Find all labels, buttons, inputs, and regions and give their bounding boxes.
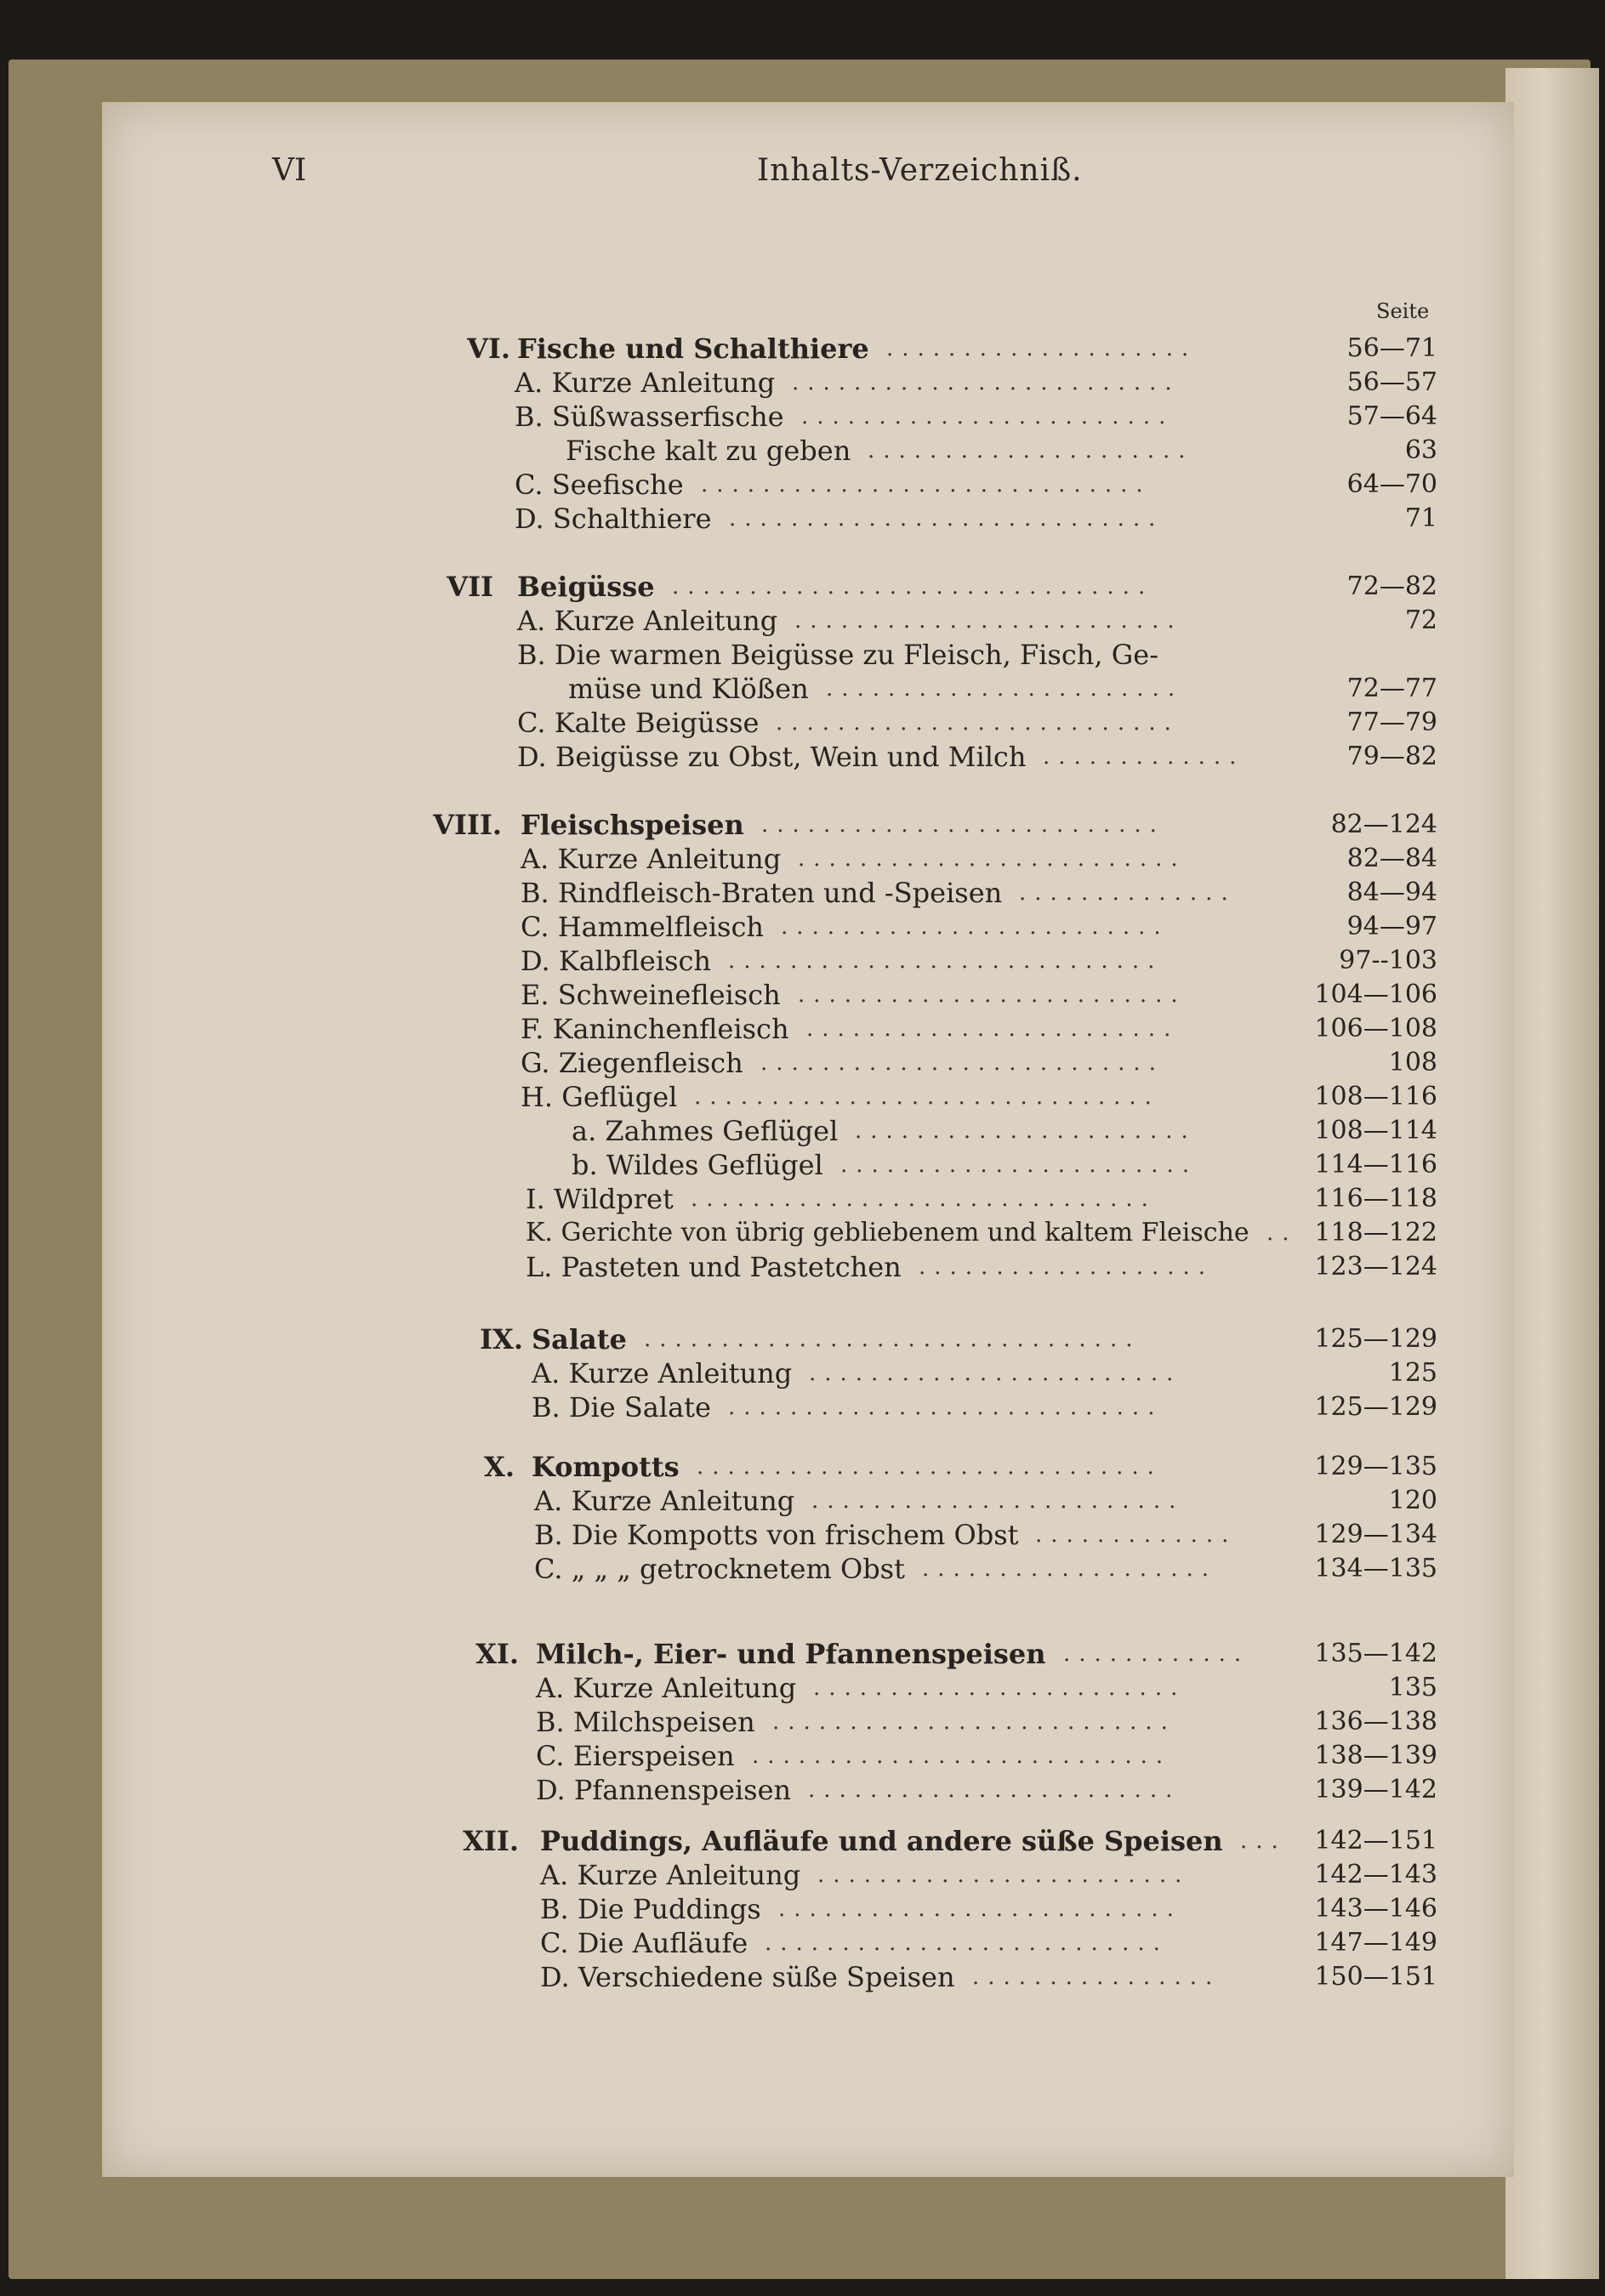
leader-dots: ........................ xyxy=(811,1488,1185,1514)
entry-label: B. Milchspeisen xyxy=(536,1706,755,1738)
entry-pages: 56—57 xyxy=(1346,367,1437,397)
leader-dots: ................... xyxy=(919,1254,1215,1280)
entry-label: B. Die Salate xyxy=(532,1391,711,1424)
leader-dots: ......................... xyxy=(798,982,1187,1008)
entry-pages: 125 xyxy=(1388,1358,1437,1388)
entry-label: C. Hammelfleisch xyxy=(521,911,764,943)
toc-entry xyxy=(0,910,1605,944)
entry-label: B. Süßwasserfische xyxy=(515,401,784,433)
toc-entry xyxy=(0,1739,1605,1773)
leader-dots: ......................... xyxy=(794,608,1183,634)
section-title: Fleischspeisen xyxy=(521,809,744,841)
leader-dots: ..................... xyxy=(868,438,1194,463)
entry-label: A. Kurze Anleitung xyxy=(532,1357,793,1390)
toc-section-heading xyxy=(0,1322,1605,1356)
leader-dots: ......................... xyxy=(798,846,1187,872)
section-pages: 129—135 xyxy=(1314,1452,1437,1481)
entry-label: A. Kurze Anleitung xyxy=(521,843,782,875)
entry-pages: 116—118 xyxy=(1314,1184,1437,1213)
entry-pages: 139—142 xyxy=(1314,1775,1437,1804)
toc-entry xyxy=(0,1484,1605,1518)
toc-entry xyxy=(0,672,1605,706)
leader-dots: ............................ xyxy=(729,506,1164,531)
entry-pages: 84—94 xyxy=(1346,878,1437,907)
entry-label: C. Die Aufläufe xyxy=(540,1927,748,1959)
leader-dots: ................ xyxy=(972,1964,1221,1990)
section-title: Puddings, Aufläufe und andere süße Speisen xyxy=(540,1825,1223,1857)
entry-label: C. „ „ „ getrocknetem Obst xyxy=(534,1553,905,1585)
entry-label: b. Wildes Geflügel xyxy=(572,1149,823,1181)
entry-pages: 108—116 xyxy=(1314,1082,1437,1111)
entry-pages: 114—116 xyxy=(1314,1150,1437,1179)
toc-section-vi xyxy=(0,332,1605,536)
leader-dots: .......................... xyxy=(760,1050,1164,1076)
leader-dots: ....................... xyxy=(826,676,1184,702)
entry-pages: 134—135 xyxy=(1314,1554,1437,1583)
toc-entry xyxy=(0,1148,1605,1182)
section-numeral: VIII. xyxy=(433,809,502,841)
entry-pages: 150—151 xyxy=(1314,1962,1437,1992)
entry-pages: 57—64 xyxy=(1346,401,1437,431)
toc-section-heading xyxy=(0,1824,1605,1858)
section-title: Beigüsse xyxy=(517,571,655,603)
entry-label: K. Gerichte von übrig gebliebenem und kaltem Fleische xyxy=(526,1218,1249,1247)
section-pages: 135—142 xyxy=(1314,1639,1437,1668)
toc-entry xyxy=(0,842,1605,876)
entry-pages: 79—82 xyxy=(1346,742,1437,771)
leader-dots: ............................. xyxy=(701,472,1152,497)
entry-pages: 64—70 xyxy=(1346,469,1437,499)
toc-entry xyxy=(0,434,1605,468)
entry-pages: 77—79 xyxy=(1346,708,1437,737)
toc-entry xyxy=(0,1705,1605,1739)
entry-label: D. Verschiedene süße Speisen xyxy=(540,1961,955,1993)
section-numeral: XI. xyxy=(475,1638,519,1670)
toc-entry xyxy=(0,366,1605,400)
section-numeral: IX. xyxy=(480,1323,523,1355)
toc-entry xyxy=(0,502,1605,536)
toc-entry xyxy=(0,1892,1605,1926)
entry-pages: 143—146 xyxy=(1314,1894,1437,1924)
toc-entry xyxy=(0,944,1605,978)
entry-pages: 71 xyxy=(1404,503,1437,533)
entry-label: A. Kurze Anleitung xyxy=(517,605,778,637)
leader-dots: ............................ xyxy=(728,948,1164,974)
entry-pages: 63 xyxy=(1404,435,1437,465)
entry-label: G. Ziegenfleisch xyxy=(521,1047,743,1079)
toc-entry xyxy=(0,1773,1605,1807)
toc-entry xyxy=(0,400,1605,434)
entry-pages: 136—138 xyxy=(1314,1707,1437,1736)
toc-entry xyxy=(0,468,1605,502)
toc-entry xyxy=(0,1926,1605,1960)
toc-section-heading xyxy=(0,1637,1605,1671)
section-title: Fische und Schalthiere xyxy=(517,332,869,365)
toc-entry xyxy=(0,1671,1605,1705)
entry-label: D. Kalbfleisch xyxy=(521,945,712,977)
toc-entry xyxy=(0,1114,1605,1148)
entry-label: B. Die Kompotts von frischem Obst xyxy=(534,1519,1019,1551)
section-pages: 125—129 xyxy=(1314,1324,1437,1354)
leader-dots: ........................ xyxy=(801,404,1175,429)
toc-section-vii xyxy=(0,570,1605,774)
leader-dots: .............................. xyxy=(694,1084,1160,1110)
toc-entry xyxy=(0,876,1605,910)
entry-pages: 135 xyxy=(1388,1673,1437,1702)
leader-dots: ............................... xyxy=(672,574,1154,600)
entry-pages: 129—134 xyxy=(1314,1520,1437,1549)
leader-dots: ................... xyxy=(922,1556,1218,1582)
leader-dots: ......................... xyxy=(792,370,1181,395)
entry-label: B. Rindfleisch-Braten und -Speisen xyxy=(521,877,1003,909)
leader-dots: .......................... xyxy=(776,710,1180,736)
entry-label: F. Kaninchenfleisch xyxy=(521,1013,789,1045)
toc-entry xyxy=(0,1080,1605,1114)
toc-entry xyxy=(0,1182,1605,1216)
entry-label: Fische kalt zu geben xyxy=(566,435,851,467)
entry-label: müse und Klößen xyxy=(568,673,809,705)
entry-label: C. Seefische xyxy=(515,469,684,501)
entry-pages: 108—114 xyxy=(1314,1116,1437,1145)
entry-pages: 123—124 xyxy=(1314,1252,1437,1282)
entry-pages: 142—143 xyxy=(1314,1860,1437,1890)
entry-pages: 82—84 xyxy=(1346,844,1437,873)
toc-entry xyxy=(0,1216,1605,1250)
entry-pages: 108 xyxy=(1388,1048,1437,1077)
leader-dots: ......................... xyxy=(781,914,1170,940)
entry-label: D. Beigüsse zu Obst, Wein und Milch xyxy=(517,741,1027,773)
entry-label: D. Schalthiere xyxy=(515,503,712,535)
toc-entry xyxy=(0,1390,1605,1424)
toc-section-heading xyxy=(0,332,1605,366)
entry-label: a. Zahmes Geflügel xyxy=(572,1115,839,1147)
leader-dots: ........................ xyxy=(809,1361,1182,1386)
section-numeral: VI. xyxy=(467,332,510,365)
entry-pages: 120 xyxy=(1388,1486,1437,1515)
section-pages: 82—124 xyxy=(1330,810,1437,839)
leader-dots: .............................. xyxy=(691,1186,1157,1212)
entry-label: C. Eierspeisen xyxy=(536,1740,735,1772)
entry-label: C. Kalte Beigüsse xyxy=(517,707,760,739)
entry-pages: 94—97 xyxy=(1346,912,1437,941)
entry-label: D. Pfannenspeisen xyxy=(536,1774,792,1806)
entry-label: L. Pasteten und Pastetchen xyxy=(526,1251,902,1283)
leader-dots: ...................... xyxy=(855,1118,1197,1144)
leader-dots: ................................ xyxy=(644,1327,1141,1352)
leader-dots: ............. xyxy=(1043,744,1245,770)
entry-pages: 97--103 xyxy=(1339,946,1437,975)
toc-section-xi xyxy=(0,1637,1605,1807)
section-title: Salate xyxy=(532,1323,627,1355)
entry-label: B. Die Puddings xyxy=(540,1893,761,1925)
section-pages: 72—82 xyxy=(1346,571,1437,601)
leader-dots: .................... xyxy=(886,336,1198,361)
toc-section-x xyxy=(0,1450,1605,1586)
toc-entry xyxy=(0,1250,1605,1284)
entry-pages: 104—106 xyxy=(1314,980,1437,1009)
toc-section-viii xyxy=(0,808,1605,1284)
leader-dots: .......................... xyxy=(772,1709,1176,1735)
entry-label: E. Schweinefleisch xyxy=(521,979,781,1011)
entry-label: B. Die warmen Beigüsse zu Fleisch, Fisch, Ge- xyxy=(517,639,1159,671)
leader-dots: .......................... xyxy=(765,1930,1169,1956)
seite-column-label: Seite xyxy=(1376,299,1430,323)
toc-entry xyxy=(0,1356,1605,1390)
entry-pages: 72—77 xyxy=(1346,673,1437,703)
toc-entry xyxy=(0,1960,1605,1994)
toc-entry xyxy=(0,740,1605,774)
page-title: Inhalts-Verzeichniß. xyxy=(757,153,1083,188)
section-title: Kompotts xyxy=(532,1451,680,1483)
section-numeral: XII. xyxy=(463,1825,519,1857)
entry-label: H. Geflügel xyxy=(521,1081,678,1113)
leader-dots: ........................ xyxy=(808,1777,1181,1803)
leader-dots: .............. xyxy=(1019,880,1237,906)
section-title: Milch-, Eier- und Pfannenspeisen xyxy=(536,1638,1046,1670)
toc-section-heading xyxy=(0,1450,1605,1484)
toc-entry xyxy=(0,1518,1605,1552)
page-number: VI xyxy=(272,153,307,188)
leader-dots: ............ xyxy=(1063,1641,1250,1667)
toc-entry xyxy=(0,978,1605,1012)
leader-dots: ... xyxy=(1240,1828,1287,1854)
entry-pages: 138—139 xyxy=(1314,1741,1437,1770)
leader-dots: ............. xyxy=(1035,1522,1238,1548)
running-header xyxy=(0,153,1605,204)
leader-dots: .. xyxy=(1266,1220,1298,1246)
section-pages: 142—151 xyxy=(1314,1826,1437,1856)
entry-label: A. Kurze Anleitung xyxy=(534,1485,795,1517)
section-pages: 56—71 xyxy=(1346,333,1437,363)
leader-dots: .......................... xyxy=(761,812,1165,838)
toc-entry xyxy=(0,1858,1605,1892)
entry-pages: 118—122 xyxy=(1314,1218,1437,1247)
leader-dots: .......................... xyxy=(778,1896,1182,1922)
toc-section-heading xyxy=(0,808,1605,842)
toc-entry xyxy=(0,1012,1605,1046)
leader-dots: ....................... xyxy=(840,1152,1198,1178)
toc-entry xyxy=(0,1046,1605,1080)
entry-pages: 147—149 xyxy=(1314,1928,1437,1958)
toc-section-ix xyxy=(0,1322,1605,1424)
entry-label: A. Kurze Anleitung xyxy=(515,367,776,399)
leader-dots: ........................... xyxy=(752,1743,1172,1769)
leader-dots: .............................. xyxy=(697,1454,1163,1480)
leader-dots: ........................ xyxy=(806,1016,1180,1042)
leader-dots: ........................ xyxy=(813,1675,1187,1701)
leader-dots: ........................ xyxy=(817,1862,1191,1888)
section-numeral: VII xyxy=(447,571,493,603)
toc-entry xyxy=(0,1552,1605,1586)
toc-entry xyxy=(0,604,1605,638)
toc-section-heading xyxy=(0,570,1605,604)
entry-pages: 106—108 xyxy=(1314,1014,1437,1043)
leader-dots: ............................ xyxy=(728,1395,1164,1420)
section-numeral: X. xyxy=(484,1451,515,1483)
toc-entry xyxy=(0,706,1605,740)
toc-entry xyxy=(0,638,1605,672)
entry-label: A. Kurze Anleitung xyxy=(536,1672,797,1704)
entry-pages: 125—129 xyxy=(1314,1392,1437,1422)
entry-label: A. Kurze Anleitung xyxy=(540,1859,801,1891)
entry-pages: 72 xyxy=(1404,605,1437,635)
entry-label: I. Wildpret xyxy=(526,1183,674,1215)
toc-section-xii xyxy=(0,1824,1605,1994)
